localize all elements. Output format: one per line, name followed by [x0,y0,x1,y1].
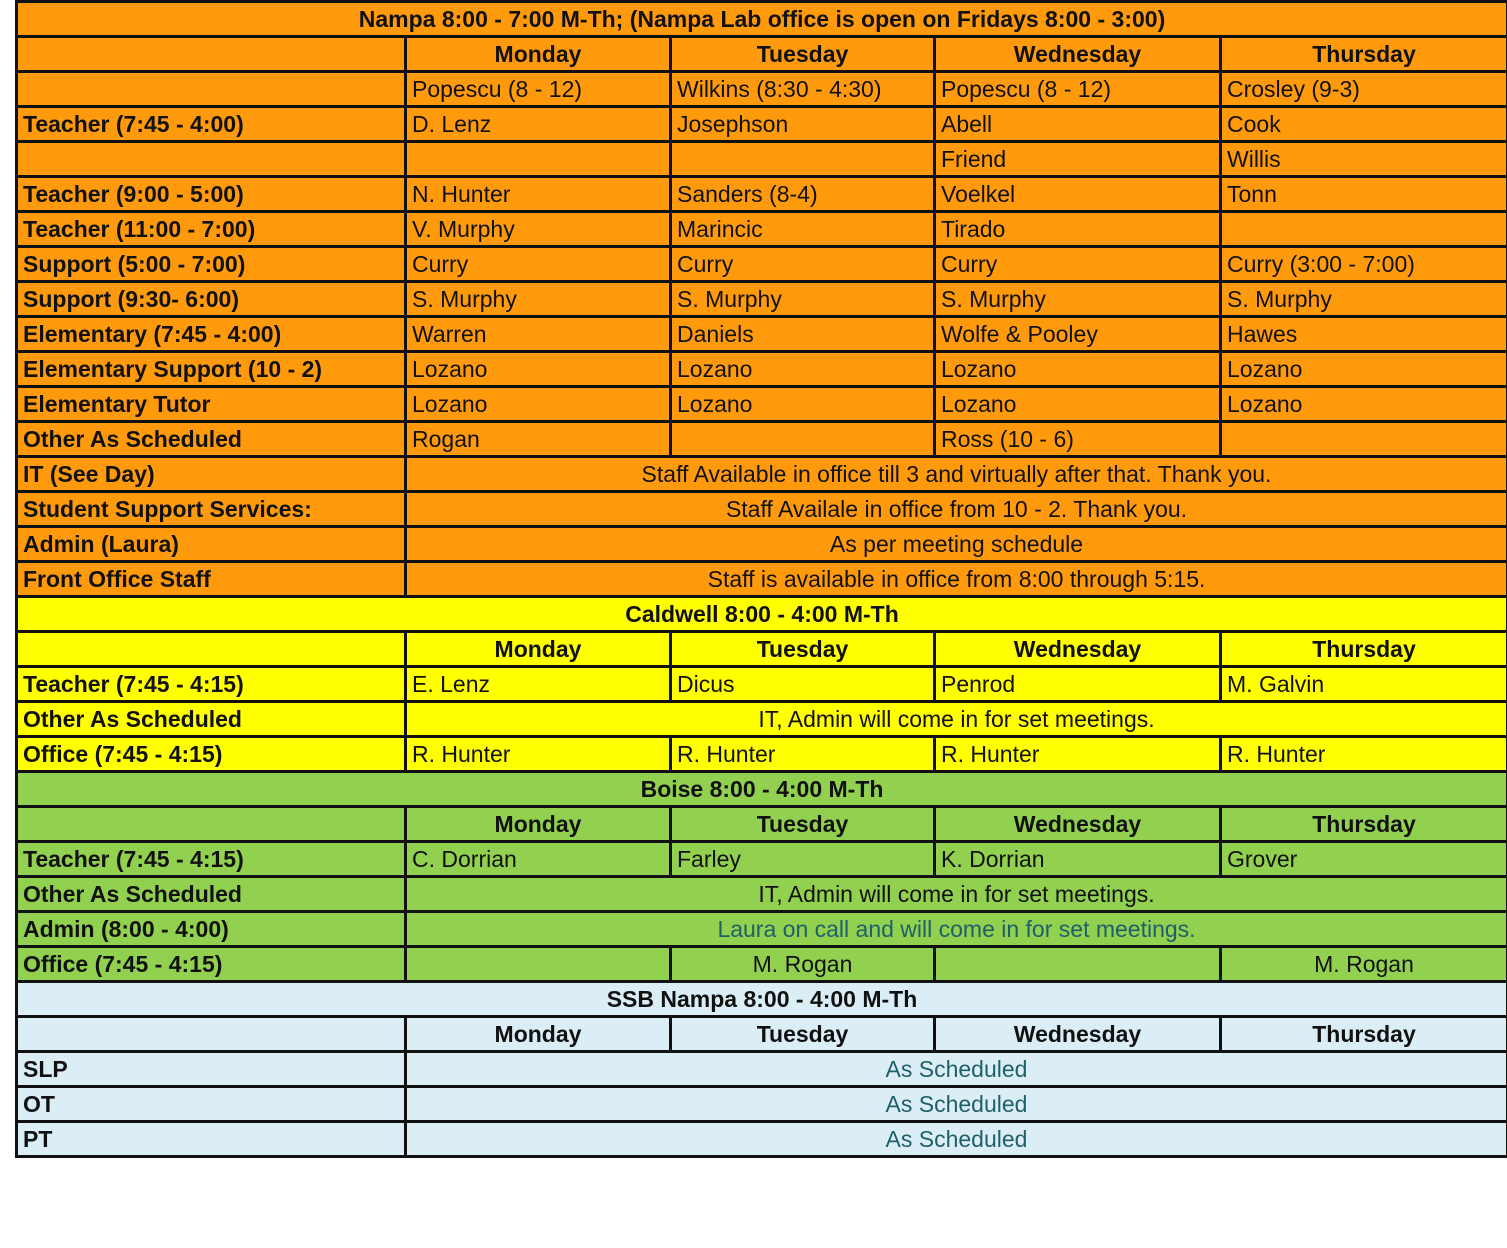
day-header: Tuesday [671,37,935,72]
staff-cell [406,142,671,177]
row-label: Teacher (7:45 - 4:15) [17,842,406,877]
day-header: Wednesday [935,807,1221,842]
row-label: PT [17,1122,406,1157]
day-header: Monday [406,1017,671,1052]
staff-cell: Cook [1221,107,1507,142]
staff-cell: N. Hunter [406,177,671,212]
merged-note: Staff Availale in office from 10 - 2. Thank you. [406,492,1507,527]
row-label: OT [17,1087,406,1122]
staff-cell: S. Murphy [406,282,671,317]
row-label [17,72,406,107]
caldwell-day-header-row [17,632,1507,667]
staff-cell: Tonn [1221,177,1507,212]
row-label: Elementary (7:45 - 4:00) [17,317,406,352]
merged-note: IT, Admin will come in for set meetings. [406,702,1507,737]
table-row [17,492,1507,527]
staff-cell: Marincic [671,212,935,247]
day-header: Monday [406,632,671,667]
staff-cell [935,947,1221,982]
staff-cell: M. Rogan [1221,947,1507,982]
staff-cell: Friend [935,142,1221,177]
staff-cell: Wilkins (8:30 - 4:30) [671,72,935,107]
staff-cell: Daniels [671,317,935,352]
staff-cell: Ross (10 - 6) [935,422,1221,457]
nampa-title: Nampa 8:00 - 7:00 M-Th; (Nampa Lab office is open on Fridays 8:00 - 3:00) [17,2,1507,37]
corner-cell [17,1017,406,1052]
staff-cell: Curry [406,247,671,282]
staff-cell: R. Hunter [406,737,671,772]
table-row [17,527,1507,562]
staff-cell [1221,212,1507,247]
table-row [17,317,1507,352]
staff-cell [671,422,935,457]
caldwell-title-row [17,597,1507,632]
staff-cell: Voelkel [935,177,1221,212]
day-header: Thursday [1221,37,1507,72]
staff-cell: E. Lenz [406,667,671,702]
staff-cell: Lozano [1221,352,1507,387]
staff-cell: Lozano [406,352,671,387]
staff-cell: R. Hunter [671,737,935,772]
staff-cell: Curry [935,247,1221,282]
schedule-table [15,0,1507,1158]
table-row [17,177,1507,212]
row-label: Admin (8:00 - 4:00) [17,912,406,947]
row-label: Elementary Support (10 - 2) [17,352,406,387]
boise-day-header-row [17,807,1507,842]
staff-cell: Lozano [935,352,1221,387]
boise-title-row [17,772,1507,807]
staff-cell: Lozano [1221,387,1507,422]
table-row [17,247,1507,282]
day-header: Monday [406,37,671,72]
corner-cell [17,632,406,667]
table-row [17,1087,1507,1122]
staff-cell: Lozano [671,352,935,387]
row-label: Other As Scheduled [17,877,406,912]
ssb-title-row [17,982,1507,1017]
nampa-day-header-row [17,37,1507,72]
staff-cell: V. Murphy [406,212,671,247]
row-label: Admin (Laura) [17,527,406,562]
merged-note: Laura on call and will come in for set meetings. [406,912,1507,947]
row-label: Office (7:45 - 4:15) [17,737,406,772]
day-header: Tuesday [671,1017,935,1052]
day-header: Tuesday [671,807,935,842]
table-row [17,667,1507,702]
caldwell-title: Caldwell 8:00 - 4:00 M-Th [17,597,1507,632]
table-row [17,562,1507,597]
staff-cell: Warren [406,317,671,352]
staff-cell: Curry [671,247,935,282]
staff-cell: Penrod [935,667,1221,702]
staff-cell: Dicus [671,667,935,702]
staff-cell: M. Rogan [671,947,935,982]
staff-cell: Abell [935,107,1221,142]
row-label: Other As Scheduled [17,422,406,457]
staff-cell: S. Murphy [671,282,935,317]
table-row [17,457,1507,492]
table-row [17,737,1507,772]
row-label: Office (7:45 - 4:15) [17,947,406,982]
staff-cell: Farley [671,842,935,877]
day-header: Wednesday [935,1017,1221,1052]
staff-cell: D. Lenz [406,107,671,142]
row-label: Teacher (7:45 - 4:15) [17,667,406,702]
table-row [17,1122,1507,1157]
nampa-title-row [17,2,1507,37]
merged-note: As Scheduled [406,1122,1507,1157]
staff-cell: Rogan [406,422,671,457]
row-label: SLP [17,1052,406,1087]
staff-cell: R. Hunter [935,737,1221,772]
staff-cell: Sanders (8-4) [671,177,935,212]
ssb-title: SSB Nampa 8:00 - 4:00 M-Th [17,982,1507,1017]
staff-cell: Tirado [935,212,1221,247]
table-row [17,912,1507,947]
day-header: Monday [406,807,671,842]
table-row [17,947,1507,982]
day-header: Thursday [1221,807,1507,842]
boise-title: Boise 8:00 - 4:00 M-Th [17,772,1507,807]
day-header: Thursday [1221,632,1507,667]
table-row [17,387,1507,422]
table-row [17,1052,1507,1087]
staff-cell: Popescu (8 - 12) [406,72,671,107]
staff-cell: S. Murphy [1221,282,1507,317]
staff-cell: Hawes [1221,317,1507,352]
table-row [17,422,1507,457]
row-label: Support (9:30- 6:00) [17,282,406,317]
table-row [17,212,1507,247]
corner-cell [17,807,406,842]
row-label: Student Support Services: [17,492,406,527]
staff-cell [406,947,671,982]
day-header: Thursday [1221,1017,1507,1052]
staff-cell: Lozano [935,387,1221,422]
staff-cell: Wolfe & Pooley [935,317,1221,352]
staff-cell [671,142,935,177]
day-header: Wednesday [935,632,1221,667]
table-row [17,107,1507,142]
table-row [17,352,1507,387]
row-label: Other As Scheduled [17,702,406,737]
table-row [17,72,1507,107]
merged-note: Staff is available in office from 8:00 through 5:15. [406,562,1507,597]
row-label [17,142,406,177]
merged-note: As Scheduled [406,1052,1507,1087]
staff-cell: Popescu (8 - 12) [935,72,1221,107]
merged-note: As per meeting schedule [406,527,1507,562]
row-label: Teacher (7:45 - 4:00) [17,107,406,142]
merged-note: Staff Available in office till 3 and virtually after that. Thank you. [406,457,1507,492]
table-row [17,142,1507,177]
row-label: Front Office Staff [17,562,406,597]
row-label: IT (See Day) [17,457,406,492]
row-label: Teacher (11:00 - 7:00) [17,212,406,247]
row-label: Support (5:00 - 7:00) [17,247,406,282]
staff-cell: K. Dorrian [935,842,1221,877]
merged-note: As Scheduled [406,1087,1507,1122]
staff-cell: M. Galvin [1221,667,1507,702]
ssb-day-header-row [17,1017,1507,1052]
staff-cell: Crosley (9-3) [1221,72,1507,107]
corner-cell [17,37,406,72]
staff-cell: C. Dorrian [406,842,671,877]
table-row [17,877,1507,912]
staff-cell: S. Murphy [935,282,1221,317]
table-row [17,702,1507,737]
row-label: Elementary Tutor [17,387,406,422]
row-label: Teacher (9:00 - 5:00) [17,177,406,212]
merged-note: IT, Admin will come in for set meetings. [406,877,1507,912]
day-header: Wednesday [935,37,1221,72]
staff-cell: Willis [1221,142,1507,177]
staff-cell: Grover [1221,842,1507,877]
staff-cell: R. Hunter [1221,737,1507,772]
table-row [17,282,1507,317]
staff-cell: Lozano [406,387,671,422]
staff-cell: Lozano [671,387,935,422]
staff-cell [1221,422,1507,457]
table-row [17,842,1507,877]
staff-cell: Josephson [671,107,935,142]
staff-cell: Curry (3:00 - 7:00) [1221,247,1507,282]
day-header: Tuesday [671,632,935,667]
